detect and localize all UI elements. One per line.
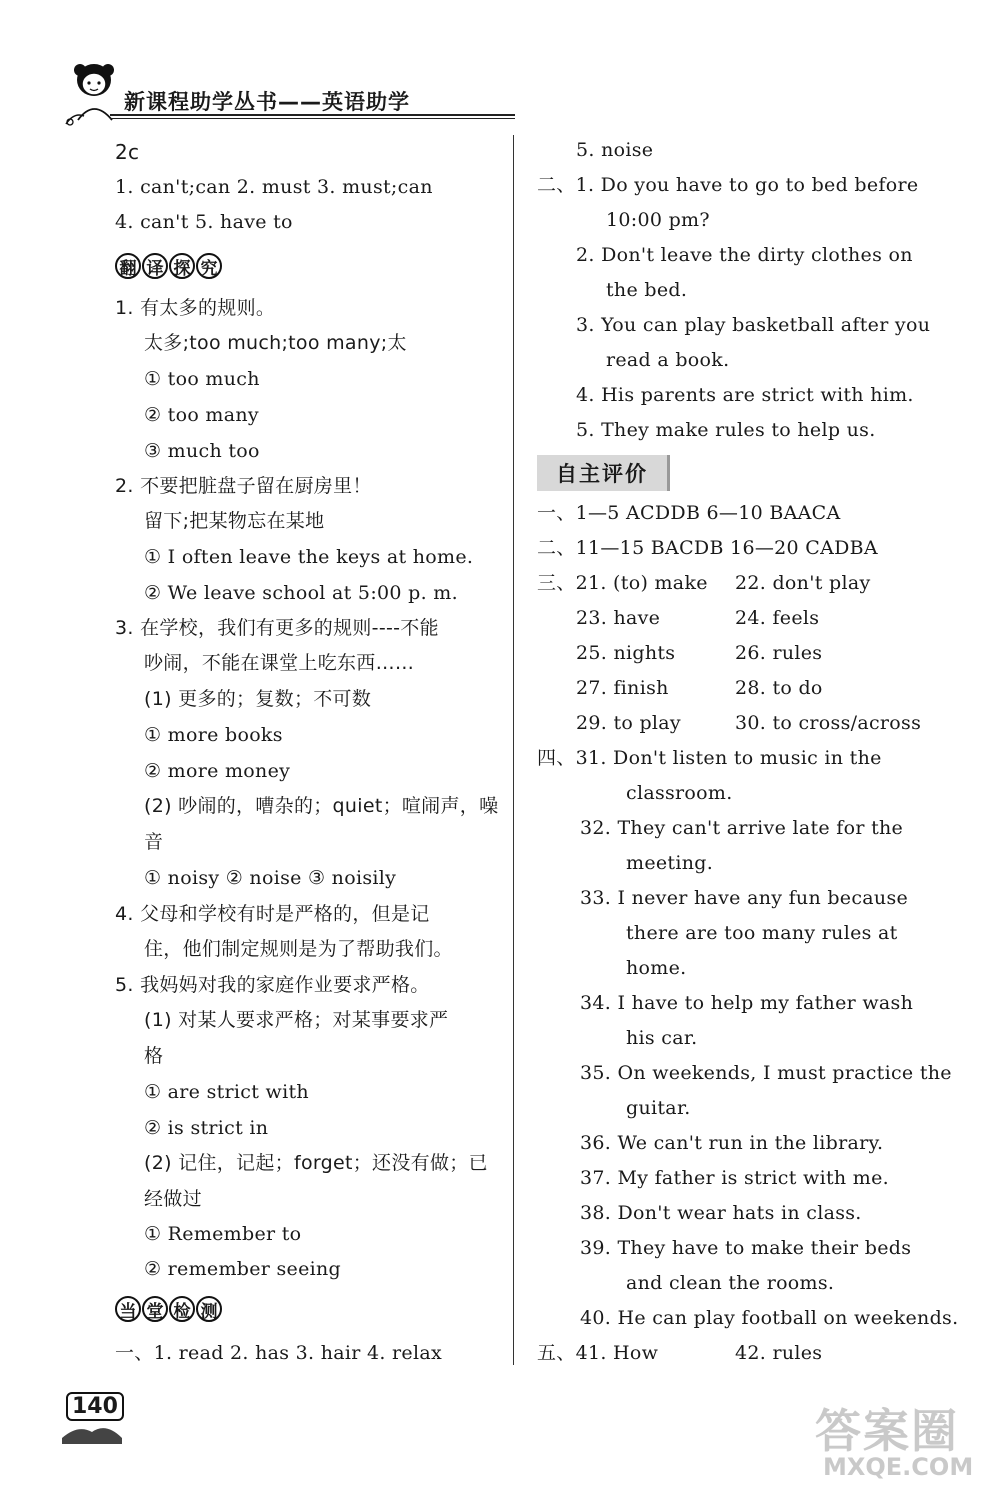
- item-line: ① Remember to: [144, 1223, 302, 1245]
- item-line: 4. 父母和学校有时是严格的，但是记: [115, 903, 430, 925]
- item-line: ② is strict in: [144, 1117, 269, 1139]
- answer-line: 3. You can play basketball after you: [576, 314, 931, 336]
- item-line: 1. 有太多的规则。: [115, 297, 276, 319]
- answer-line: 40. He can play football on weekends.: [580, 1307, 959, 1329]
- badge-char: 堂: [142, 1296, 168, 1322]
- column-divider: [513, 135, 514, 1365]
- header-title: 新课程助学丛书——英语助学: [124, 90, 410, 114]
- answer-line: 30. to cross/across: [735, 712, 922, 734]
- item-line: 音: [144, 831, 164, 853]
- answer-line: 二、1. Do you have to go to bed before: [537, 174, 919, 196]
- page-number: 140: [66, 1392, 124, 1421]
- badge-char: 翻: [115, 253, 141, 279]
- answer-line: 39. They have to make their beds: [580, 1237, 912, 1259]
- answer-line: 35. On weekends, I must practice the: [580, 1062, 952, 1084]
- page-number-badge: [58, 1388, 126, 1446]
- answer-line: read a book.: [606, 349, 730, 371]
- answer-line: 23. have: [576, 607, 661, 629]
- answer-line: 24. feels: [735, 607, 820, 629]
- item-line: ② We leave school at 5:00 p. m.: [144, 582, 458, 604]
- page-header: [60, 58, 460, 133]
- badge-char: 检: [169, 1296, 195, 1322]
- item-line: 2. 不要把脏盘子留在厨房里！: [115, 475, 372, 497]
- badge-char: 测: [196, 1296, 222, 1322]
- item-line: 太多;too much;too many;太: [144, 332, 407, 354]
- answer-line: 26. rules: [735, 642, 823, 664]
- header-rule: [110, 114, 515, 116]
- item-line: ② too many: [144, 404, 259, 426]
- dangtang-jiance-badge: [115, 1296, 222, 1322]
- fanyi-tanjiu-badge: [115, 253, 222, 279]
- item-line: ② remember seeing: [144, 1258, 342, 1280]
- answer-line: 36. We can't run in the library.: [580, 1132, 884, 1154]
- answer-line: 一、1. read 2. has 3. hair 4. relax: [115, 1342, 442, 1364]
- answer-line: 34. I have to help my father wash: [580, 992, 914, 1014]
- answer-line: 10:00 pm?: [606, 209, 710, 231]
- item-line: (1) 对某人要求严格；对某事要求严: [144, 1009, 449, 1031]
- item-line: 5. 我妈妈对我的家庭作业要求严格。: [115, 974, 430, 996]
- watermark-logo: [805, 1395, 995, 1485]
- answer-line: guitar.: [626, 1097, 691, 1119]
- answer-line: classroom.: [626, 782, 733, 804]
- item-line: ① I often leave the keys at home.: [144, 546, 474, 568]
- answer-line: 二、11—15 BACDB 16—20 CADBA: [537, 537, 878, 559]
- item-line: ③ much too: [144, 440, 260, 462]
- badge-char: 究: [196, 253, 222, 279]
- answer-line: 29. to play: [576, 712, 681, 734]
- answer-line: 37. My father is strict with me.: [580, 1167, 889, 1189]
- zizhu-pingjia-label: 自主评价: [537, 455, 670, 491]
- answer-line: 1. can't;can 2. must 3. must;can: [115, 176, 433, 198]
- answer-line: 三、21. (to) make: [537, 572, 708, 594]
- answer-line: and clean the rooms.: [626, 1272, 835, 1294]
- badge-char: 当: [115, 1296, 141, 1322]
- answer-line: 五、41. How: [537, 1342, 659, 1364]
- item-line: ① more books: [144, 724, 283, 746]
- header-rule-thin: [110, 118, 515, 119]
- answer-line: 27. finish: [576, 677, 669, 699]
- answer-line: 4. His parents are strict with him.: [576, 384, 914, 406]
- watermark-text: 答案圈: [815, 1404, 959, 1458]
- item-line: ① too much: [144, 368, 260, 390]
- answer-line: 32. They can't arrive late for the: [580, 817, 904, 839]
- answer-line: 5. noise: [576, 139, 654, 161]
- answer-line: 28. to do: [735, 677, 823, 699]
- badge-char: 探: [169, 253, 195, 279]
- item-line: 住，他们制定规则是为了帮助我们。: [144, 938, 453, 960]
- item-line: 经做过: [144, 1188, 202, 1210]
- answer-line: 2. Don't leave the dirty clothes on: [576, 244, 913, 266]
- answer-line: 38. Don't wear hats in class.: [580, 1202, 862, 1224]
- item-line: (1) 更多的；复数；不可数: [144, 688, 372, 710]
- answer-line: 22. don't play: [735, 572, 871, 594]
- answer-line: 25. nights: [576, 642, 676, 664]
- answer-line: 一、1—5 ACDDB 6—10 BAACA: [537, 502, 841, 524]
- badge-char: 译: [142, 253, 168, 279]
- item-line: 3. 在学校，我们有更多的规则----不能: [115, 617, 439, 639]
- item-line: (2) 吵闹的，嘈杂的；quiet；喧闹声，噪: [144, 795, 499, 817]
- section-2c-label: 2c: [115, 140, 140, 164]
- item-line: ① are strict with: [144, 1081, 309, 1103]
- answer-line: 33. I never have any fun because: [580, 887, 909, 909]
- item-line: (2) 记住，记起；forget；还没有做；已: [144, 1152, 488, 1174]
- item-line: 吵闹，不能在课堂上吃东西……: [144, 652, 415, 674]
- answer-line: there are too many rules at: [626, 922, 898, 944]
- answer-line: 5. They make rules to help us.: [576, 419, 876, 441]
- answer-line: 42. rules: [735, 1342, 823, 1364]
- item-line: ② more money: [144, 760, 291, 782]
- item-line: ① noisy ② noise ③ noisily: [144, 867, 397, 889]
- answer-line: 4. can't 5. have to: [115, 211, 293, 233]
- answer-line: home.: [626, 957, 687, 979]
- answer-line: meeting.: [626, 852, 714, 874]
- item-line: 格: [144, 1045, 164, 1067]
- answer-line: 四、31. Don't listen to music in the: [537, 747, 882, 769]
- item-line: 留下;把某物忘在某地: [144, 510, 325, 532]
- watermark-url: MXQE.COM: [823, 1453, 974, 1481]
- answer-line: the bed.: [606, 279, 688, 301]
- answer-line: his car.: [626, 1027, 698, 1049]
